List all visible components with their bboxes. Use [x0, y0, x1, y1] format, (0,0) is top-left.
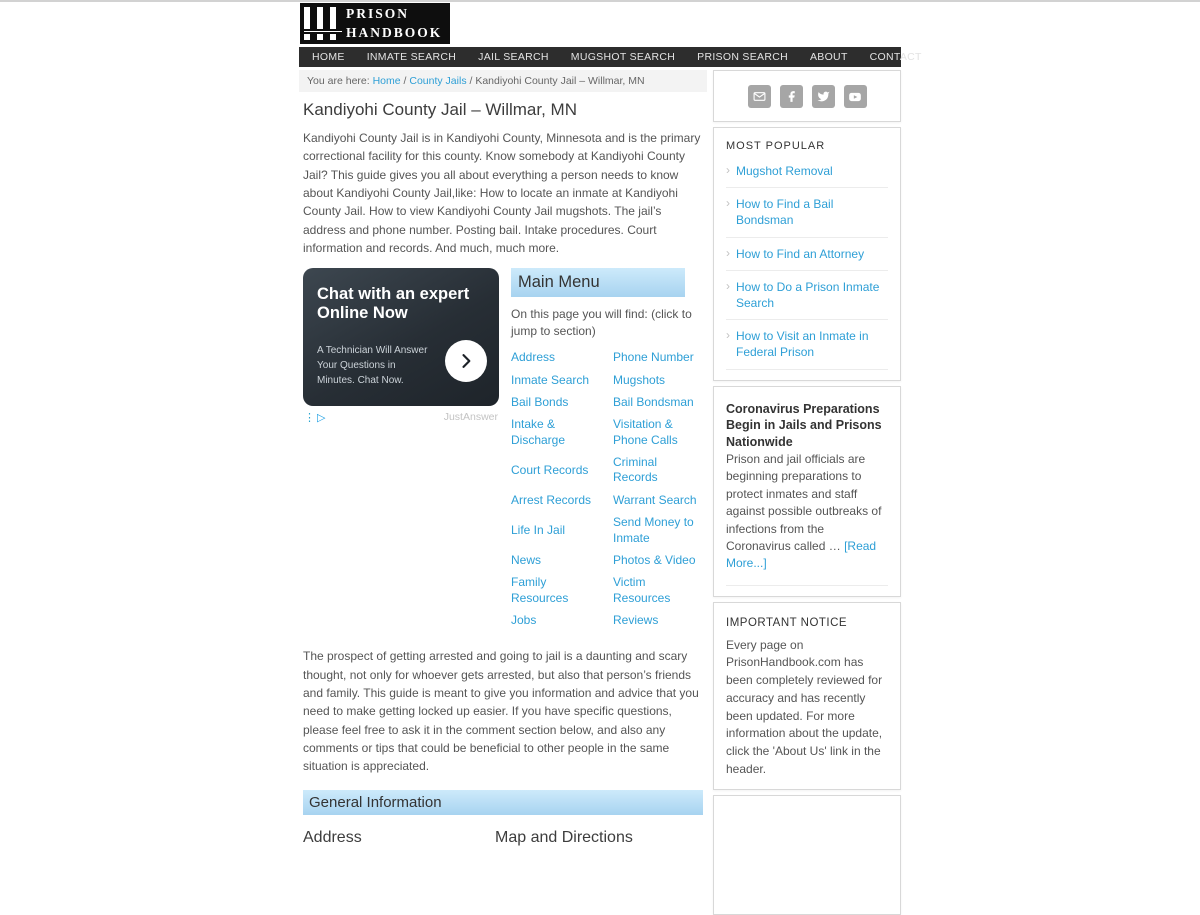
menu-link-jobs[interactable]: Jobs — [511, 612, 537, 627]
main-menu-description: On this page you will find: (click to jump to section) — [511, 306, 692, 338]
menu-row — [511, 553, 703, 568]
twitter-button[interactable] — [812, 85, 835, 108]
chevron-bullet-icon: › — [726, 278, 730, 293]
intro-paragraph: Kandiyohi County Jail is in Kandiyohi County, Minnesota and is the primary correctional facility for this county. Know somebody at Kandiyohi County Jail? This guide gives you all about everything a person needs to know about Kandiyohi County Jail,like: How to locate an inmate at Kandiyohi County Jail. How to view Kandiyohi County Jail mugshots. The jail’s address and phone number. Posting bail. Intake procedures. Court information and records. And much, much more. — [303, 131, 701, 256]
map-directions-heading: Map and Directions — [495, 828, 633, 846]
twitter-icon — [817, 90, 830, 103]
logo-line-2: HANDBOOK — [346, 24, 443, 40]
content-wrapper — [299, 70, 901, 915]
popular-link-bail-bondsman[interactable]: How to Find a Bail Bondsman — [736, 197, 834, 228]
important-notice-text: Every page on PrisonHandbook.com has been completely reviewed for accuracy and has recently been updated. For more information about the update, click the 'About Us' link in the header. — [726, 637, 883, 776]
facebook-button[interactable] — [780, 85, 803, 108]
breadcrumb — [299, 70, 707, 92]
news-excerpt — [726, 451, 888, 573]
justanswer-ad[interactable] — [303, 268, 499, 406]
middle-row — [303, 268, 703, 636]
breadcrumb-prefix: You are here: — [307, 75, 373, 87]
nav-item-prison-search[interactable]: PRISON SEARCH — [697, 51, 788, 63]
ad-arrow-button[interactable] — [445, 340, 487, 382]
menu-row — [511, 395, 703, 410]
menu-link-criminal-records[interactable]: Criminal Records — [613, 455, 658, 485]
adchoices-icon[interactable]: ⋮▷ — [304, 411, 328, 424]
menu-row — [511, 373, 703, 388]
list-item — [726, 155, 888, 188]
nav-item-jail-search[interactable]: JAIL SEARCH — [478, 51, 549, 63]
important-notice-heading: IMPORTANT NOTICE — [726, 616, 848, 629]
site-logo-text — [346, 5, 442, 41]
address-column — [303, 829, 495, 847]
coronavirus-news-box — [713, 386, 901, 597]
most-popular-heading: MOST POPULAR — [726, 140, 826, 152]
ad-footer — [303, 411, 499, 424]
ad-body-text: A Technician Will Answer Your Questions in Minutes. Chat Now. — [317, 345, 428, 387]
general-information-heading: General Information — [303, 790, 703, 815]
chevron-bullet-icon: › — [726, 163, 730, 177]
menu-link-inmate-search[interactable]: Inmate Search — [511, 372, 590, 387]
chevron-right-icon — [456, 351, 476, 371]
sidebar — [713, 70, 901, 915]
menu-link-arrest-records[interactable]: Arrest Records — [511, 492, 592, 507]
prison-bars-icon — [304, 7, 342, 40]
breadcrumb-current: Kandiyohi County Jail – Willmar, MN — [475, 75, 645, 87]
popular-link-attorney[interactable]: How to Find an Attorney — [736, 246, 865, 261]
social-links-box — [713, 70, 901, 122]
logo-line-1: PRISON — [346, 6, 410, 22]
youtube-icon — [848, 90, 862, 104]
important-notice-box — [713, 602, 901, 790]
main-menu-heading: Main Menu — [511, 268, 685, 297]
menu-link-warrant-search[interactable]: Warrant Search — [613, 492, 697, 507]
nav-item-inmate-search[interactable]: INMATE SEARCH — [366, 51, 457, 63]
map-column — [495, 829, 687, 847]
empty-sidebar-box — [713, 795, 901, 915]
breadcrumb-link-county-jails[interactable]: County Jails — [409, 75, 467, 87]
news-title: Coronavirus Preparations Begin in Jails and Prisons Nationwide — [726, 401, 882, 449]
menu-link-bail-bonds[interactable]: Bail Bonds — [511, 395, 569, 410]
popular-link-prison-inmate-search[interactable]: How to Do a Prison Inmate Search — [736, 279, 880, 310]
email-icon — [753, 90, 766, 103]
breadcrumb-link-home[interactable]: Home — [372, 75, 401, 87]
read-more-link[interactable]: [Read More...] — [726, 538, 877, 571]
ad-brand-label: JustAnswer — [443, 411, 498, 424]
list-item — [726, 238, 888, 271]
nav-item-about[interactable]: ABOUT — [809, 51, 848, 63]
menu-link-victim-resources[interactable]: Victim Resources — [613, 575, 671, 605]
list-item — [726, 320, 888, 369]
popular-link-visit-federal-inmate[interactable]: How to Visit an Inmate in Federal Prison — [736, 329, 869, 360]
menu-row — [511, 515, 703, 546]
chevron-bullet-icon: › — [726, 328, 730, 343]
breadcrumb-separator: / — [403, 75, 407, 87]
address-heading: Address — [303, 828, 362, 846]
menu-row — [511, 613, 703, 628]
menu-link-intake-discharge[interactable]: Intake & Discharge — [511, 417, 566, 447]
site-logo[interactable] — [300, 3, 450, 44]
nav-item-home[interactable]: HOME — [312, 51, 345, 63]
menu-link-phone-number[interactable]: Phone Number — [613, 350, 694, 365]
ad-column — [303, 268, 499, 636]
breadcrumb-separator-2: / — [469, 75, 473, 87]
main-menu — [511, 268, 703, 636]
menu-link-mugshots[interactable]: Mugshots — [613, 372, 666, 387]
menu-link-reviews[interactable]: Reviews — [613, 612, 659, 627]
menu-row — [511, 493, 703, 508]
chevron-bullet-icon: › — [726, 245, 730, 260]
site-container — [299, 2, 922, 915]
youtube-button[interactable] — [844, 85, 867, 108]
menu-link-photos-video[interactable]: Photos & Video — [613, 552, 696, 567]
menu-link-court-records[interactable]: Court Records — [511, 462, 589, 477]
list-item — [726, 271, 888, 320]
most-popular-box — [713, 127, 901, 381]
main-column — [299, 70, 707, 915]
menu-link-address[interactable]: Address — [511, 350, 556, 365]
menu-row — [511, 350, 703, 365]
second-paragraph: The prospect of getting arrested and going to jail is a daunting and scary thought, not only for whoever gets arrested, but also that person’s friends and family. This guide is meant to give you information and advice that you need to make getting locked up easier. If you have specific questions, please feel free to ask it in the comment section below, and also any comments or tips that could be beneficial to other people in the same situation is appreciated. — [303, 649, 699, 774]
menu-row — [511, 455, 703, 486]
menu-row — [511, 417, 703, 448]
menu-link-family-resources[interactable]: Family Resources — [511, 575, 569, 605]
divider — [726, 585, 888, 586]
nav-item-contact[interactable]: CONTACT — [869, 51, 922, 63]
menu-link-news[interactable]: News — [511, 552, 542, 567]
menu-link-send-money-to-inmate[interactable]: Send Money to Inmate — [613, 515, 694, 545]
site-header — [299, 2, 901, 47]
page-title: Kandiyohi County Jail – Willmar, MN — [303, 100, 577, 119]
popular-link-mugshot-removal[interactable]: Mugshot Removal — [736, 164, 833, 178]
menu-row — [511, 575, 703, 606]
email-button[interactable] — [748, 85, 771, 108]
news-excerpt-text: Prison and jail officials are beginning preparations to protect inmates and staff against possible outbreaks of infections from the Coronavirus called … — [726, 452, 882, 553]
general-info-columns — [303, 829, 703, 847]
menu-link-bail-bondsman[interactable]: Bail Bondsman — [613, 395, 694, 410]
menu-link-visitation-phone-calls[interactable]: Visitation & Phone Calls — [613, 417, 678, 447]
menu-link-life-in-jail[interactable]: Life In Jail — [511, 522, 566, 537]
ad-headline: Chat with an expert Online Now — [317, 284, 470, 322]
main-nav — [299, 47, 922, 67]
facebook-icon — [785, 90, 798, 103]
list-item — [726, 188, 888, 237]
nav-item-mugshot-search[interactable]: MUGSHOT SEARCH — [570, 51, 676, 63]
chevron-bullet-icon: › — [726, 196, 730, 211]
